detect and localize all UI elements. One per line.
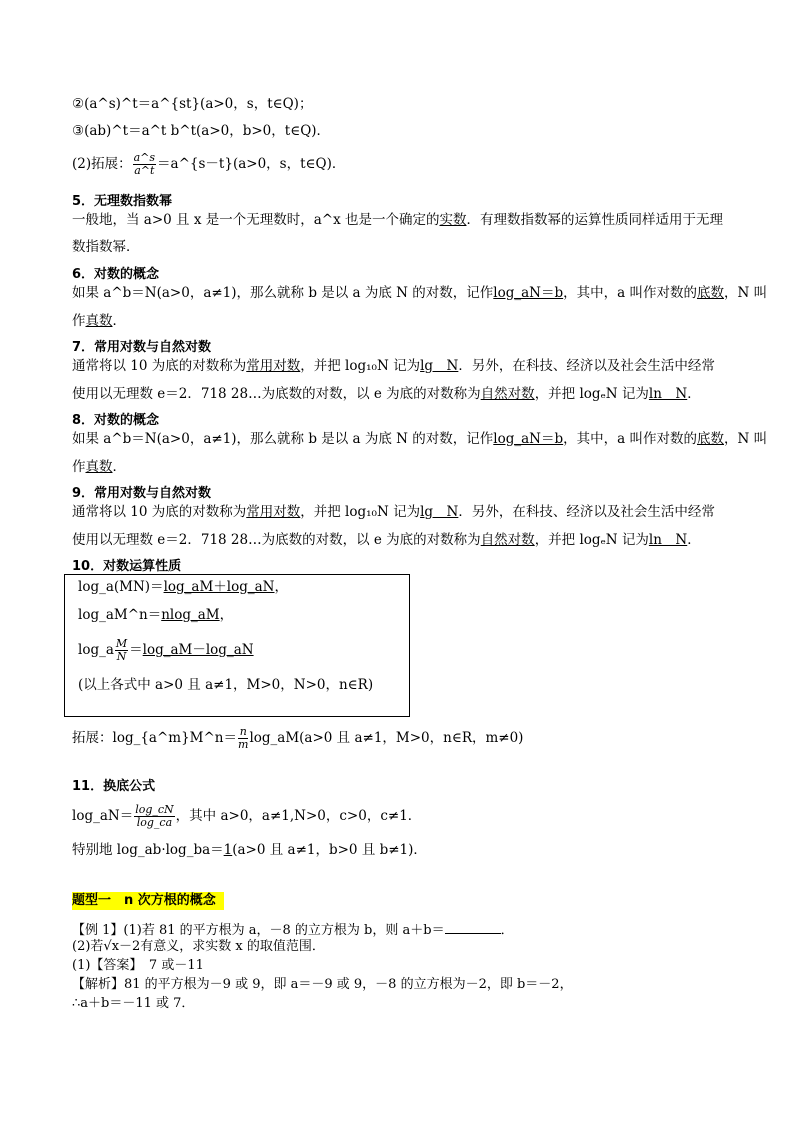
paragraph-8-line-2: 作真数．: [72, 459, 126, 475]
rule-power-of-product: ③(ab)^t＝a^t b^t(a>0，b>0，t∈Q)．: [72, 123, 331, 139]
box-conditions: (以上各式中 a>0 且 a≠1，M>0，N>0，n∈R): [78, 677, 374, 693]
paragraph-6-line-1: 如果 a^b＝N(a>0，a≠1)，那么就称 b 是以 a 为底 N 的对数，记作log_aN＝b，其中，a 叫作对数的底数，N 叫: [72, 285, 768, 301]
log-product-rule: log_a(MN)＝log_aM＋log_aN，: [78, 579, 288, 595]
example-1-question-1: 【例 1】(1)若 81 的平方根为 a，－8 的立方根为 b，则 a＋b＝ ．: [72, 919, 514, 941]
section-heading-9: 9．常用对数与自然对数: [72, 486, 212, 501]
log-extension-rule: 拓展：log_{a^m}M^n＝ $\frac{n}{m}$ log_aM(a>0 且 a≠1，M>0，n∈R，m≠0): [72, 725, 524, 751]
paragraph-7-line-2: 使用以无理数 e＝2．718 28…为底数的对数，以 e 为底的对数称为自然对数，并把 logₑN 记为ln N．: [72, 386, 701, 402]
section-heading-8: 8．对数的概念: [72, 413, 160, 428]
log-quotient-rule: log_a $\frac{M}{N}$ ＝log_aM－log_aN: [78, 637, 254, 663]
section-heading-10: 10．对数运算性质: [72, 559, 182, 574]
fraction: $\frac{M}{N}$: [115, 637, 128, 663]
section-heading-7: 7．常用对数与自然对数: [72, 340, 212, 355]
rule-quotient-extension: (2)拓展： $\frac{a\^{}s}{a\^{}t}$ ＝a^{s－t}(a>0，s，t∈Q)．: [72, 151, 346, 177]
solution-line-2: ∴a＋b＝－11 或 7．: [72, 996, 195, 1011]
answer-blank: [445, 919, 501, 934]
fraction: $\frac{n}{m}$: [238, 725, 249, 751]
fraction: $\frac{\log\_cN}{\log\_ca}$: [135, 803, 174, 829]
change-of-base-formula: log_aN＝ $\frac{\log\_cN}{\log\_ca}$ ，其中 a>0，a≠1,N>0，c>0，c≠1．: [72, 803, 422, 829]
rule-power-of-power: ②(a^s)^t＝a^{st}(a>0，s，t∈Q)；: [72, 96, 313, 112]
paragraph-9-line-1: 通常将以 10 为底的对数称为常用对数，并把 log₁₀N 记为lg N．另外，在科技、经济以及社会生活中经常: [72, 504, 715, 520]
special-case-formula: 特别地 log_ab·log_ba＝1(a>0 且 a≠1，b>0 且 b≠1)．: [72, 842, 427, 858]
solution-line-1: 【解析】81 的平方根为－9 或 9，即 a＝－9 或 9，－8 的立方根为－2，即 b＝－2，: [72, 977, 573, 992]
section-heading-6: 6．对数的概念: [72, 267, 160, 282]
paragraph-9-line-2: 使用以无理数 e＝2．718 28…为底数的对数，以 e 为底的对数称为自然对数，并把 logₑN 记为ln N．: [72, 532, 701, 548]
fraction: $\frac{a\^{}s}{a\^{}t}$: [133, 151, 156, 177]
section-heading-5: 5．无理数指数幂: [72, 194, 173, 209]
topic-heading: 题型一 n 次方根的概念: [72, 892, 224, 910]
paragraph-6-line-2: 作真数．: [72, 313, 126, 329]
example-1-question-2: (2)若√x－2有意义，求实数 x 的取值范围．: [72, 939, 325, 954]
paragraph-5-line-2: 数指数幂．: [72, 239, 140, 255]
log-power-rule: log_aM^n＝nlog_aM，: [78, 607, 234, 623]
answer-line: (1)【答案】 7 或－11: [72, 958, 204, 973]
section-heading-11: 11．换底公式: [72, 779, 156, 794]
paragraph-7-line-1: 通常将以 10 为底的对数称为常用对数，并把 log₁₀N 记为lg N．另外，在科技、经济以及社会生活中经常: [72, 358, 715, 374]
paragraph-5-line-1: 一般地，当 a>0 且 x 是一个无理数时，a^x 也是一个确定的实数．有理数指数幂的运算性质同样适用于无理: [72, 212, 723, 228]
paragraph-8-line-1: 如果 a^b＝N(a>0，a≠1)，那么就称 b 是以 a 为底 N 的对数，记作log_aN＝b，其中，a 叫作对数的底数，N 叫: [72, 431, 768, 447]
